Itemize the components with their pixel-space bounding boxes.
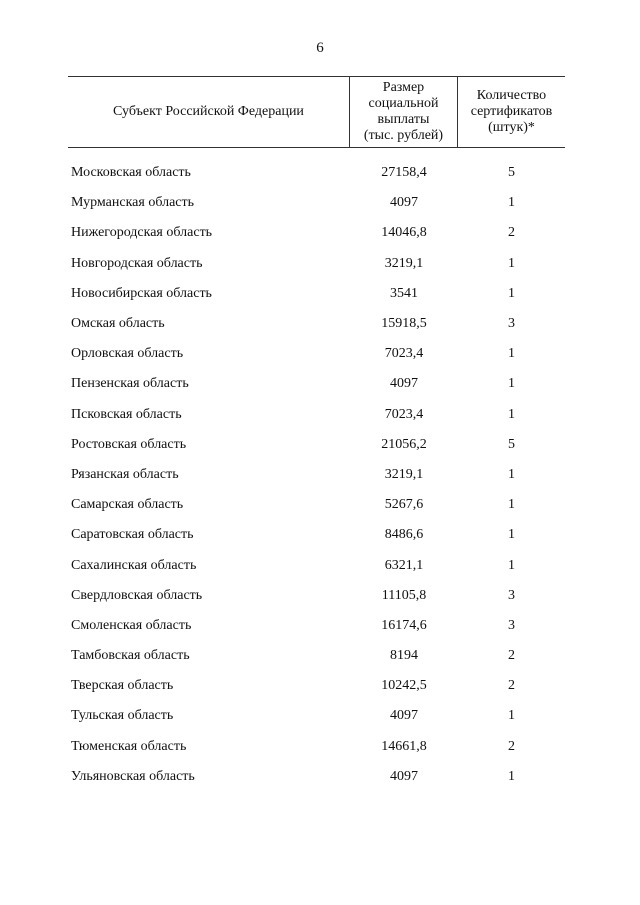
cell-count: 1 (508, 406, 515, 422)
cell-count: 1 (508, 255, 515, 271)
table-row (68, 339, 565, 369)
table-row (68, 550, 565, 580)
cell-count: 1 (508, 466, 515, 482)
cell-payment: 27158,4 (381, 165, 427, 181)
cell-count: 1 (508, 285, 515, 301)
cell-payment: 10242,5 (381, 678, 427, 694)
cell-count: 1 (508, 195, 515, 211)
cell-payment: 14661,8 (381, 738, 427, 754)
cell-payment: 3541 (390, 285, 418, 301)
cell-count: 2 (508, 648, 515, 664)
table-row (68, 762, 565, 792)
cell-payment: 4097 (390, 768, 418, 784)
cell-subject: Ульяновская область (71, 768, 195, 784)
table-row (68, 279, 565, 309)
cell-subject: Саратовская область (71, 527, 194, 543)
cell-subject: Тамбовская область (71, 648, 190, 664)
cell-payment: 8194 (390, 648, 418, 664)
cell-subject: Ростовская область (71, 436, 187, 452)
table-row (68, 671, 565, 701)
table-row (68, 369, 565, 399)
cell-subject: Омская область (71, 316, 165, 332)
cell-count: 3 (508, 587, 515, 603)
cell-payment: 3219,1 (384, 466, 424, 482)
cell-payment: 8486,6 (384, 527, 424, 543)
table-row (68, 188, 565, 218)
table-row (68, 249, 565, 279)
header-subject: Субъект Российской Федерации (68, 77, 350, 147)
cell-payment: 7023,4 (384, 346, 424, 362)
cell-subject: Самарская область (71, 497, 184, 513)
cell-payment: 7023,4 (384, 406, 424, 422)
cell-subject: Тюменская область (71, 738, 187, 754)
cell-count: 1 (508, 768, 515, 784)
header-payment: Размер социальной выплаты (тыс. рублей) (350, 77, 458, 147)
cell-count: 1 (508, 376, 515, 392)
cell-payment: 21056,2 (381, 436, 427, 452)
cell-count: 5 (508, 436, 515, 452)
cell-count: 2 (508, 678, 515, 694)
cell-subject: Псковская область (71, 406, 182, 422)
table-header (68, 76, 565, 148)
cell-payment: 16174,6 (381, 617, 427, 633)
table-row (68, 490, 565, 520)
cell-subject: Нижегородская область (71, 225, 213, 241)
cell-subject: Рязанская область (71, 466, 179, 482)
cell-payment: 14046,8 (381, 225, 427, 241)
cell-count: 3 (508, 617, 515, 633)
table-row (68, 430, 565, 460)
cell-subject: Новгородская область (71, 255, 203, 271)
cell-payment: 4097 (390, 376, 418, 392)
table-body (68, 158, 565, 792)
cell-payment: 11105,8 (381, 587, 427, 603)
cell-subject: Тульская область (71, 708, 174, 724)
cell-subject: Смоленская область (71, 617, 192, 633)
cell-subject: Сахалинская область (71, 557, 197, 573)
cell-count: 1 (508, 527, 515, 543)
cell-count: 5 (508, 165, 515, 181)
cell-count: 3 (508, 316, 515, 332)
table-row (68, 732, 565, 762)
table-row (68, 641, 565, 671)
cell-count: 1 (508, 708, 515, 724)
page-number: 6 (316, 40, 324, 56)
table-row (68, 158, 565, 188)
table-row (68, 701, 565, 731)
cell-payment: 5267,6 (384, 497, 424, 513)
cell-payment: 4097 (390, 708, 418, 724)
table-row (68, 611, 565, 641)
table-row (68, 520, 565, 550)
table-row (68, 400, 565, 430)
cell-payment: 3219,1 (384, 255, 424, 271)
cell-subject: Орловская область (71, 346, 184, 362)
table-row (68, 581, 565, 611)
table-row (68, 218, 565, 248)
cell-payment: 15918,5 (381, 316, 427, 332)
cell-count: 1 (508, 497, 515, 513)
cell-payment: 4097 (390, 195, 418, 211)
table-row (68, 309, 565, 339)
cell-count: 2 (508, 738, 515, 754)
cell-payment: 6321,1 (384, 557, 424, 573)
cell-count: 1 (508, 346, 515, 362)
cell-count: 1 (508, 557, 515, 573)
cell-subject: Тверская область (71, 678, 174, 694)
table-row (68, 460, 565, 490)
cell-subject: Новосибирская область (71, 285, 212, 301)
cell-subject: Свердловская область (71, 587, 203, 603)
cell-count: 2 (508, 225, 515, 241)
cell-subject: Московская область (71, 165, 191, 181)
cell-subject: Мурманская область (71, 195, 195, 211)
header-count: Количество сертификатов (штук)* (470, 88, 553, 135)
cell-subject: Пензенская область (71, 376, 189, 392)
